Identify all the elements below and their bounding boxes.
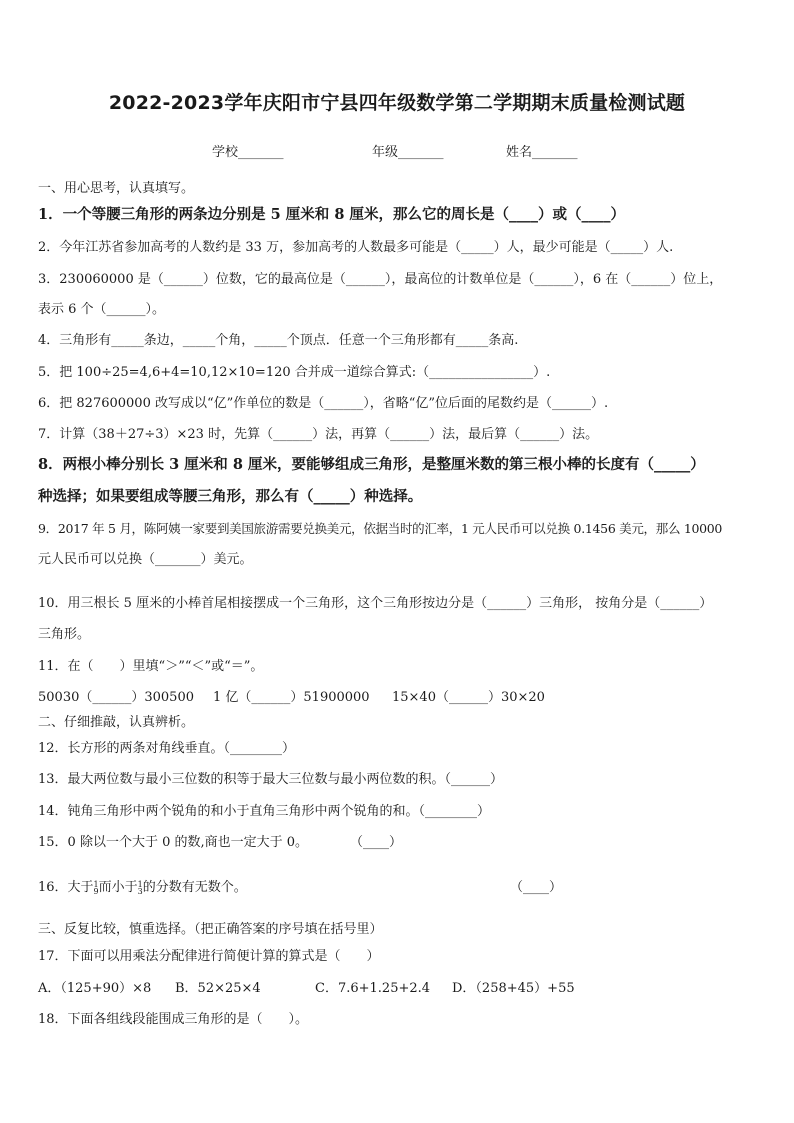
question-6: 6．把 827600000 改写成以“亿”作单位的数是（______），省略“亿”位后面的尾数约是（______）. — [38, 396, 609, 411]
question-8-line-2: 种选择；如果要组成等腰三角形，那么有（_____）种选择。 — [38, 488, 423, 505]
fraction-2-denominator: 3 — [137, 886, 143, 896]
question-5: 5．把 100÷25=4,6+4=10,12×10=120 合并成一道综合算式:（________________）. — [38, 365, 551, 380]
fraction-2-numerator: 1 — [137, 879, 143, 889]
question-17-option-b: B．52×25×4 — [175, 981, 261, 996]
grade-label: 年级 — [372, 145, 399, 160]
school-label: 学校 — [212, 145, 239, 160]
fraction-1-numerator: 1 — [93, 879, 99, 889]
question-3-line-1: 3．230060000 是（______）位数，它的最高位是（______），最高位的计数单位是（______），6 在（______）位上， — [38, 272, 723, 287]
question-10-line-2: 三角形。 — [38, 627, 91, 642]
question-17-option-a: A．（125+90）×8 — [38, 981, 152, 996]
question-14: 14．钝角三角形中两个锐角的和小于直角三角形中两个锐角的和。（________） — [38, 804, 491, 819]
question-9-line-1: 9．2017 年 5 月，陈阿姨一家要到美国旅游需要兑换美元，依据当时的汇率，1 元人民币可以兑换 0.1456 美元，那么 10000 — [38, 521, 723, 536]
name-blank: _______ — [532, 145, 578, 160]
question-15: 15．0 除以一个大于 0 的数,商也一定大于 0。 — [38, 835, 309, 850]
question-17: 17．下面可以用乘法分配律进行简便计算的算式是（ ） — [38, 949, 380, 964]
question-11: 11．在（ ）里填“＞”“＜”或“＝”。 — [38, 659, 264, 674]
question-17-option-c: C．7.6+1.25+2.4 — [315, 981, 431, 996]
question-18: 18．下面各组线段能围成三角形的是（ ）。 — [38, 1012, 309, 1027]
question-2: 2．今年江苏省参加高考的人数约是 33 万，参加高考的人数最多可能是（_____）人，最少可能是（_____）人. — [38, 240, 674, 255]
school-field — [212, 141, 284, 160]
question-10-line-1: 10．用三根长 5 厘米的小棒首尾相接摆成一个三角形，这个三角形按边分是（______）三角形， 按角分是（______） — [38, 596, 713, 611]
grade-blank: _______ — [398, 145, 444, 160]
question-9-line-2: 元人民币可以兑换（_______）美元。 — [38, 552, 253, 567]
section-2-heading: 二、仔细推敲，认真辨析。 — [38, 715, 195, 730]
name-field — [506, 141, 578, 160]
question-12: 12．长方形的两条对角线垂直。（________） — [38, 741, 296, 756]
school-blank: _______ — [238, 145, 284, 160]
name-label: 姓名 — [506, 145, 533, 160]
question-1: 1．一个等腰三角形的两条边分别是 5 厘米和 8 厘米，那么它的周长是（____）或（____） — [38, 206, 625, 223]
question-3-line-2: 表示 6 个（______）。 — [38, 302, 166, 317]
question-16-answer: （____） — [510, 880, 563, 895]
question-16-suffix: 的分数有无数个。 — [142, 880, 247, 895]
page-title: 2022-2023学年庆阳市宁县四年级数学第二学期期末质量检测试题 — [108, 92, 686, 114]
question-17-option-d: D．（258+45）+55 — [452, 981, 575, 996]
question-8-line-1: 8．两根小棒分别长 3 厘米和 8 厘米，要能够组成三角形，是整厘米数的第三根小棒的长度有（_____） — [38, 456, 705, 473]
question-4: 4．三角形有_____条边，_____个角，_____个顶点．任意一个三角形都有_____条高. — [38, 333, 519, 348]
question-16-middle: 而小于 — [98, 880, 138, 895]
question-16 — [38, 880, 247, 896]
grade-field — [372, 141, 444, 160]
question-16-prefix: 16．大于 — [38, 880, 94, 895]
fraction-1-denominator: 9 — [93, 886, 99, 896]
question-11-item-3: 15×40（______）30×20 — [392, 690, 545, 705]
question-11-item-2: 1 亿（______）51900000 — [213, 690, 370, 705]
question-11-item-1: 50030（______）300500 — [38, 690, 194, 705]
question-7: 7．计算（38＋27÷3）×23 时，先算（______）法，再算（______）法，最后算（______）法。 — [38, 427, 599, 442]
section-1-heading: 一、用心思考，认真填写。 — [38, 181, 195, 196]
section-3-heading: 三、反复比较，慎重选择。（把正确答案的序号填在括号里） — [38, 922, 383, 937]
question-13: 13．最大两位数与最小三位数的积等于最大三位数与最小两位数的积。（______） — [38, 772, 504, 787]
question-15-answer: （____） — [350, 835, 403, 850]
